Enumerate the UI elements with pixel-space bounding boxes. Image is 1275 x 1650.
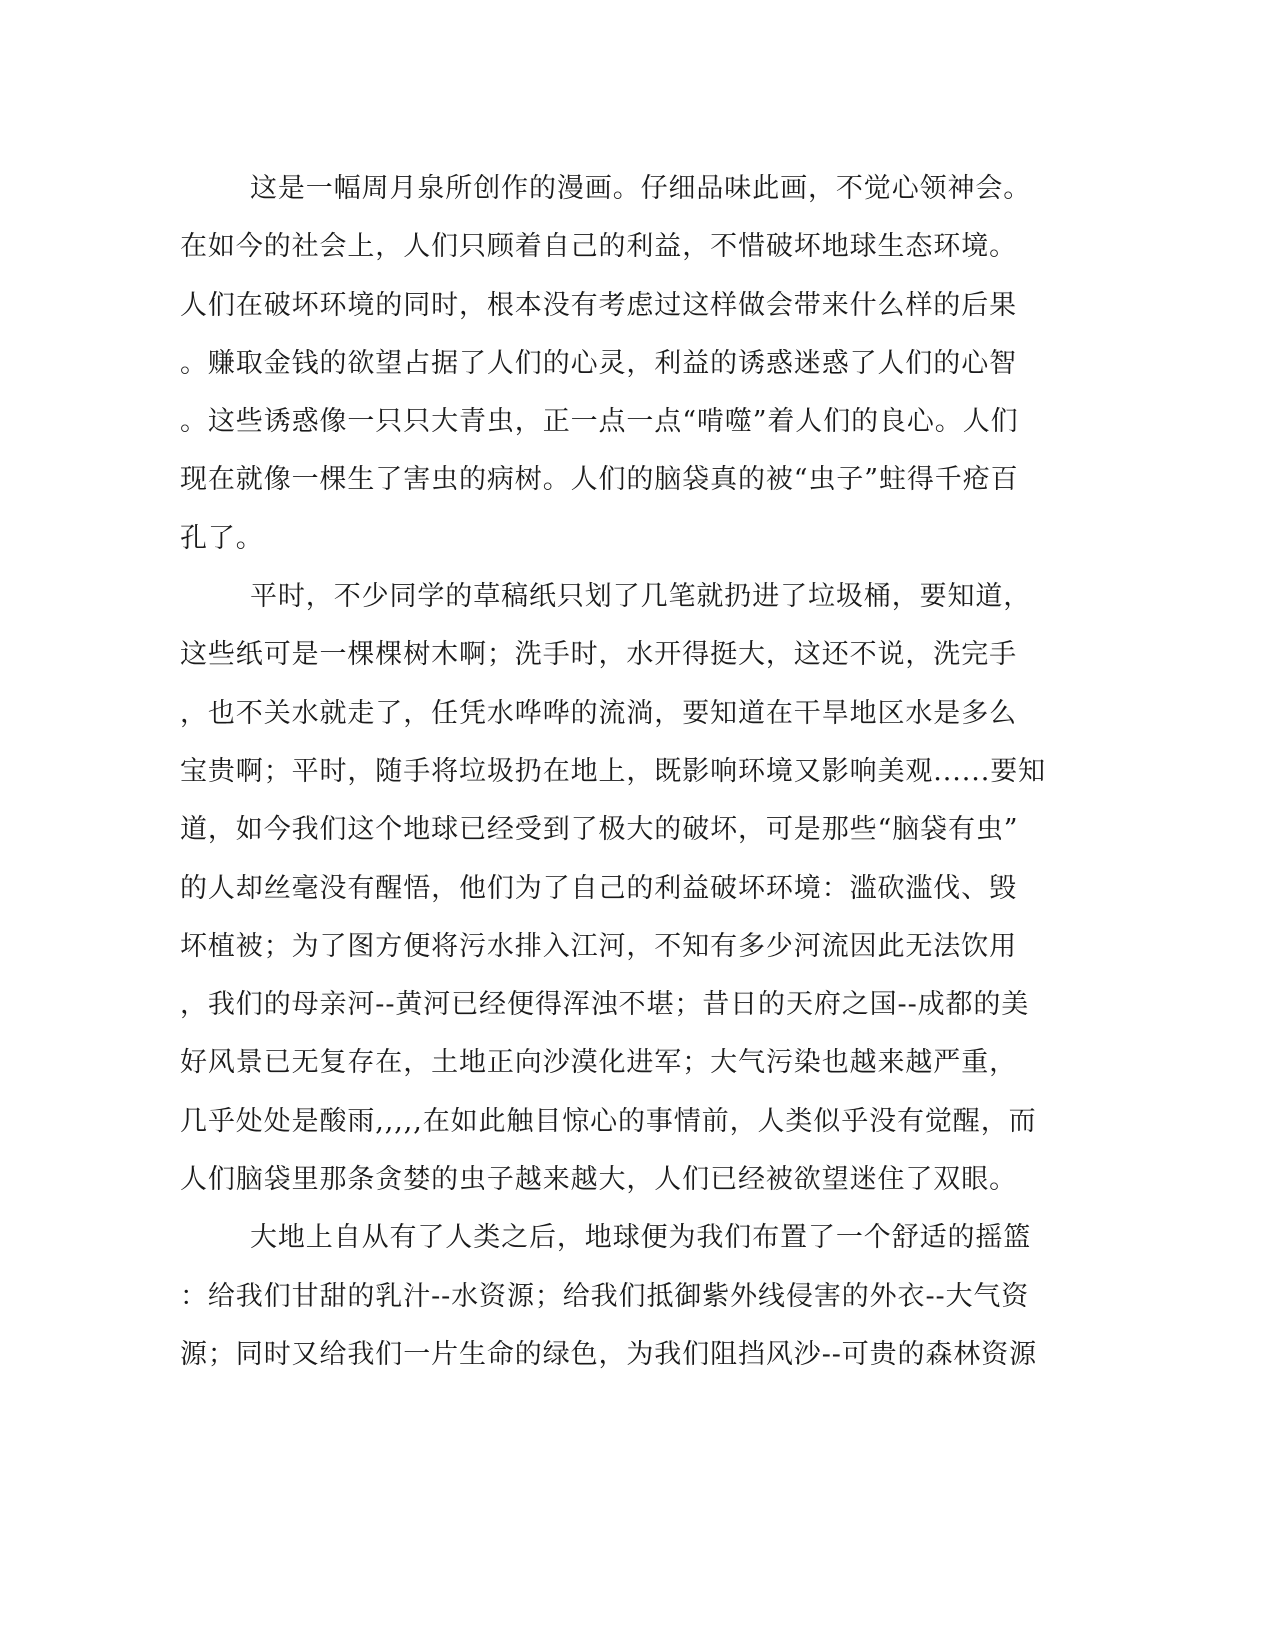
text-line: ，也不关水就走了，任凭水哗哗的流淌，要知道在干旱地区水是多么 [180,697,1017,729]
text-line: ，我们的母亲河--黄河已经便得浑浊不堪；昔日的天府之国--成都的美 [180,989,1030,1021]
text-line: 好风景已无复存在，土地正向沙漠化进军；大气污染也越来越严重， [180,1047,1017,1079]
text-line: 在如今的社会上，人们只顾着自己的利益，不惜破坏地球生态环境。 [180,231,1017,263]
text-line: 宝贵啊；平时，随手将垃圾扔在地上，既影响环境又影响美观......要知 [180,755,1046,787]
text-line: 这些纸可是一棵棵树木啊；洗手时，水开得挺大，这还不说，洗完手 [180,639,1017,671]
text-line: 源；同时又给我们一片生命的绿色，为我们阻挡风沙--可贵的森林资源 [180,1338,1038,1370]
text-line: 人们脑袋里那条贪婪的虫子越来越大，人们已经被欲望迷住了双眼。 [180,1164,1017,1196]
text-line: 坏植被；为了图方便将污水排入江河，不知有多少河流因此无法饮用 [180,930,1017,962]
text-line: 孔了。 [180,522,264,554]
text-line: 几乎处处是酸雨,,,,,在如此触目惊心的事情前，人类似乎没有觉醒，而 [180,1105,1037,1137]
text-line: 现在就像一棵生了害虫的病树。人们的脑袋真的被“虫子”蛀得千疮百 [180,464,1019,496]
text-line: 平时，不少同学的草稿纸只划了几笔就扔进了垃圾桶，要知道， [250,581,1032,613]
text-line: 道，如今我们这个地球已经受到了极大的破坏，可是那些“脑袋有虫” [180,814,1019,846]
text-line: ：给我们甘甜的乳汁--水资源；给我们抵御紫外线侵害的外衣--大气资 [180,1280,1030,1312]
text-line: 这是一幅周月泉所创作的漫画。仔细品味此画，不觉心领神会。 [250,173,1032,204]
text-line: 的人却丝毫没有醒悟，他们为了自己的利益破坏环境：滥砍滥伐、毁 [180,872,1017,904]
text-line: 人们在破坏环境的同时，根本没有考虑过这样做会带来什么样的后果 [180,289,1017,321]
text-line: 。赚取金钱的欲望占据了人们的心灵，利益的诱惑迷惑了人们的心智 [180,347,1017,379]
text-line: 大地上自从有了人类之后，地球便为我们布置了一个舒适的摇篮 [250,1222,1032,1254]
text-line: 。这些诱惑像一只只大青虫，正一点一点“啃噬”着人们的良心。人们 [180,406,1019,438]
document-body [180,160,1046,1384]
